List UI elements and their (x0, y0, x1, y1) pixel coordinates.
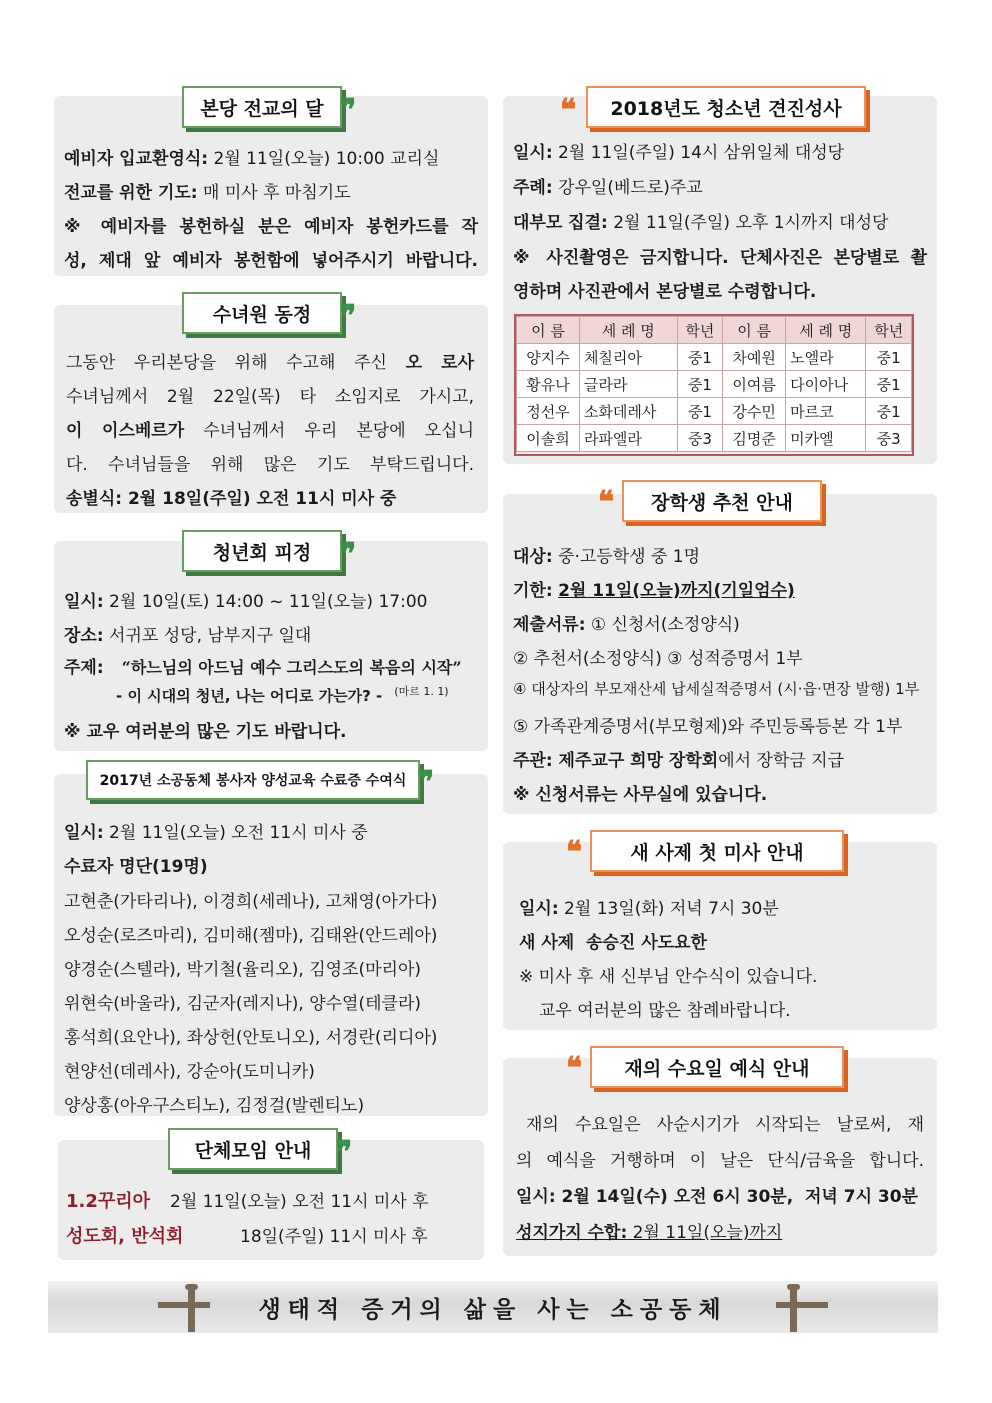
graduate-names-row: 현양선(데레사), 강순아(도미니카) (64, 1062, 315, 1082)
column-header: 이 름 (517, 317, 580, 344)
closing-quote-icon: ❞ (340, 93, 357, 128)
closing-quote-icon: ❞ (340, 537, 357, 572)
table-row: 황유나 글라라 중1 이여름 다이아나 중1 (517, 371, 912, 398)
danche-title: 단체모임 안내 (168, 1128, 338, 1170)
table-header-row (517, 317, 912, 344)
graduate-names-row: 위현숙(바울라), 김군자(레지나), 양수열(테클라) (64, 994, 422, 1014)
opening-quote-icon: ❝ (566, 1051, 583, 1086)
saesaje-title: 새 사제 첫 미사 안내 (590, 830, 844, 872)
closing-quote-icon: ❞ (340, 299, 357, 334)
sunyeowon-section (54, 305, 488, 513)
closing-quote-icon: ❞ (418, 765, 435, 800)
right-post-icon (776, 1284, 828, 1332)
bondang-title: 본당 전교의 달 (182, 86, 342, 128)
graduate-names-row: 홍석희(요안나), 좌상헌(안토니오), 서경란(리디아) (64, 1028, 438, 1048)
sugongdongche-title: 2017년 소공동체 봉사자 양성교육 수료증 수여식 (86, 760, 420, 800)
column-header: 학년 (866, 317, 912, 344)
opening-quote-icon: ❝ (560, 93, 577, 128)
graduate-names-row: 양상홍(아우구스티노), 김정걸(발렌티노) (64, 1096, 365, 1116)
column-header: 세 례 명 (786, 317, 866, 344)
table-row: 이솔희 라파엘라 중3 김명준 미카엘 중3 (517, 425, 912, 452)
sunyeowon-title: 수녀원 동정 (182, 292, 342, 334)
janghak-title: 장학생 추천 안내 (622, 480, 822, 522)
table-row: 정선우 소화데레사 중1 강수민 마르코 중1 (517, 398, 912, 425)
footer-banner: 생태적 증거의 삶을 사는 소공동체 (48, 1281, 938, 1333)
confirmation-table (514, 314, 914, 456)
left-post-icon (158, 1284, 210, 1332)
jaeui-title: 재의 수요일 예식 안내 (590, 1046, 844, 1088)
cheongnyeon-title: 청년회 피정 (182, 530, 342, 572)
opening-quote-icon: ❝ (598, 485, 615, 520)
graduate-names-row: 오성순(로즈마리), 김미해(젬마), 김태완(안드레아) (64, 926, 438, 946)
table-row: 양지수 체칠리아 중1 차예원 노엘라 중1 (517, 344, 912, 371)
closing-quote-icon: ❞ (336, 1135, 353, 1170)
column-header: 세 례 명 (579, 317, 677, 344)
gyeonjin-title: 2018년도 청소년 견진성사 (586, 86, 866, 128)
column-header: 학년 (677, 317, 723, 344)
column-header: 이 름 (723, 317, 786, 344)
graduate-names-row: 양경순(스텔라), 박기철(율리오), 김영조(마리아) (64, 960, 422, 980)
opening-quote-icon: ❝ (566, 835, 583, 870)
graduate-names-row: 고현춘(가타리나), 이경희(세레나), 고채영(아가다) (64, 892, 438, 912)
